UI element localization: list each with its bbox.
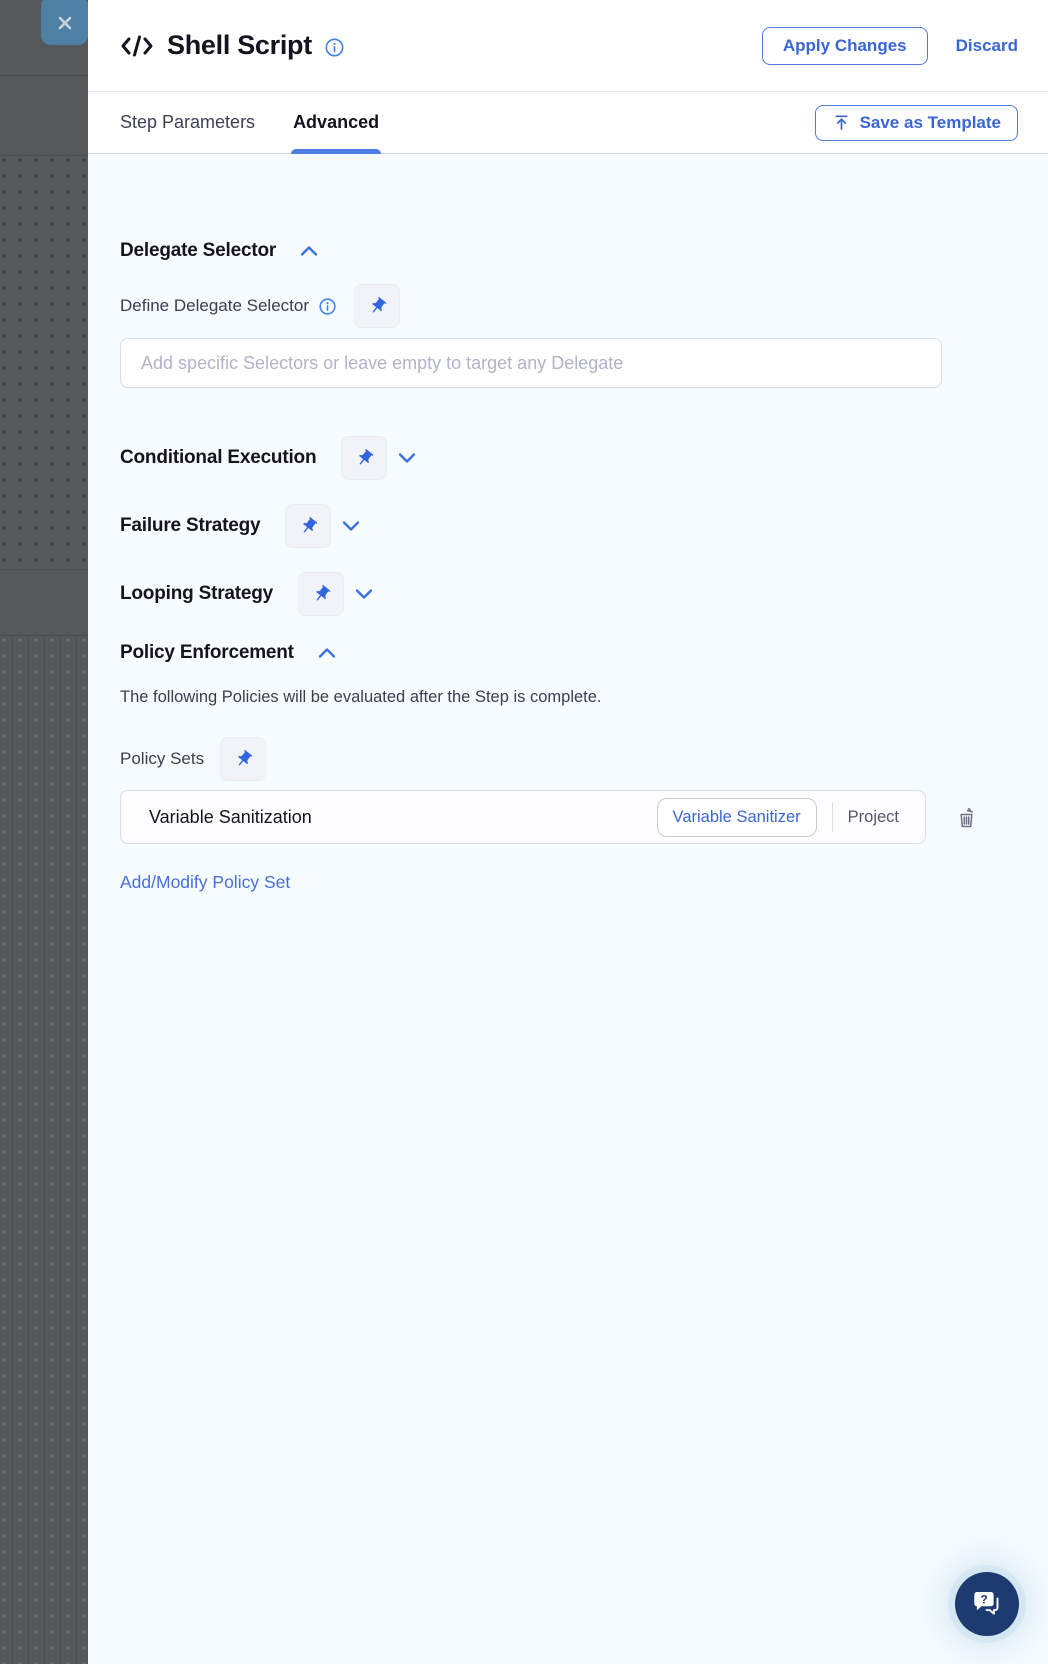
- policy-scope-label: Project: [847, 807, 899, 826]
- info-icon[interactable]: [319, 298, 336, 315]
- tab-step-parameters[interactable]: Step Parameters: [120, 112, 256, 132]
- chevron-down-icon: [397, 451, 417, 465]
- conditional-execution-row: [120, 436, 1048, 480]
- delegate-selector-input[interactable]: [120, 338, 942, 388]
- pushpin-icon: [311, 584, 332, 605]
- save-as-template-button[interactable]: Save as Template: [815, 105, 1018, 141]
- chevron-up-icon: [317, 646, 337, 660]
- add-modify-policy-set-link[interactable]: Add/Modify Policy Set: [120, 872, 291, 892]
- step-config-drawer: [88, 0, 1048, 1664]
- pin-runtime-input-button[interactable]: [285, 504, 331, 548]
- failure-strategy-row: [120, 504, 1048, 548]
- pin-runtime-input-button[interactable]: [298, 572, 344, 616]
- canvas-dot-grid: [0, 156, 88, 570]
- divider: [832, 802, 833, 832]
- policy-enforcement-collapse-button[interactable]: [313, 642, 341, 664]
- looping-strategy-row: [120, 572, 1048, 616]
- pushpin-icon: [367, 296, 388, 317]
- chevron-down-icon: [341, 519, 361, 533]
- apply-changes-button[interactable]: Apply Changes: [762, 27, 928, 65]
- delete-policy-set-button[interactable]: [955, 805, 978, 830]
- discard-button[interactable]: Discard: [955, 35, 1018, 55]
- close-drawer-button[interactable]: [41, 0, 88, 45]
- policy-sets-row: [120, 737, 1048, 781]
- failure-strategy-title: Failure Strategy: [120, 515, 261, 536]
- canvas-band-plain: [0, 570, 88, 636]
- delegate-selector-section-header: [120, 240, 1048, 262]
- delegate-collapse-button[interactable]: [295, 240, 323, 262]
- pushpin-icon: [233, 749, 254, 770]
- drawer-header: [88, 0, 1048, 92]
- canvas-band-header: [0, 76, 88, 156]
- pushpin-icon: [354, 448, 375, 469]
- pipeline-canvas-overlay: [0, 0, 88, 1664]
- close-icon: [55, 13, 75, 33]
- delegate-selector-title: Delegate Selector: [120, 240, 277, 261]
- upload-icon: [832, 113, 851, 132]
- pin-runtime-input-button[interactable]: [220, 737, 266, 781]
- trash-icon: [955, 805, 978, 830]
- define-delegate-selector-label: Define Delegate Selector: [120, 296, 310, 315]
- canvas-dot-grid-lower: [0, 636, 88, 1664]
- header-actions: [762, 27, 1018, 65]
- conditional-execution-title: Conditional Execution: [120, 447, 317, 468]
- policy-set-name: Variable Sanitization: [149, 806, 312, 827]
- tab-advanced[interactable]: Advanced: [293, 92, 379, 153]
- chat-question-icon: [970, 1588, 1004, 1620]
- failure-strategy-expand-button[interactable]: [337, 515, 365, 537]
- info-icon[interactable]: [325, 38, 344, 57]
- define-delegate-selector-row: [120, 284, 1048, 328]
- looping-strategy-expand-button[interactable]: [350, 583, 378, 605]
- shell-script-icon: [120, 33, 154, 59]
- pin-runtime-input-button[interactable]: [354, 284, 400, 328]
- policy-set-card: [120, 790, 926, 844]
- chevron-up-icon: [299, 244, 319, 258]
- help-chat-button[interactable]: [955, 1572, 1019, 1636]
- pin-runtime-input-button[interactable]: [341, 436, 387, 480]
- page-title: Shell Script: [167, 30, 312, 60]
- policy-badge[interactable]: Variable Sanitizer: [657, 798, 817, 837]
- policy-enforcement-title: Policy Enforcement: [120, 642, 294, 663]
- title-group: [120, 30, 344, 61]
- tabbar: [88, 92, 1048, 154]
- chevron-down-icon: [354, 587, 374, 601]
- looping-strategy-title: Looping Strategy: [120, 583, 274, 604]
- svg-text:?: ?: [980, 1592, 988, 1607]
- policy-enforcement-description: The following Policies will be evaluated after the Step is complete.: [120, 688, 602, 706]
- conditional-execution-expand-button[interactable]: [393, 447, 421, 469]
- advanced-tab-content: [88, 154, 1048, 1664]
- policy-enforcement-section-header: [120, 642, 1048, 664]
- policy-sets-label: Policy Sets: [120, 749, 205, 768]
- policy-set-row: [120, 790, 1048, 844]
- pushpin-icon: [298, 516, 319, 537]
